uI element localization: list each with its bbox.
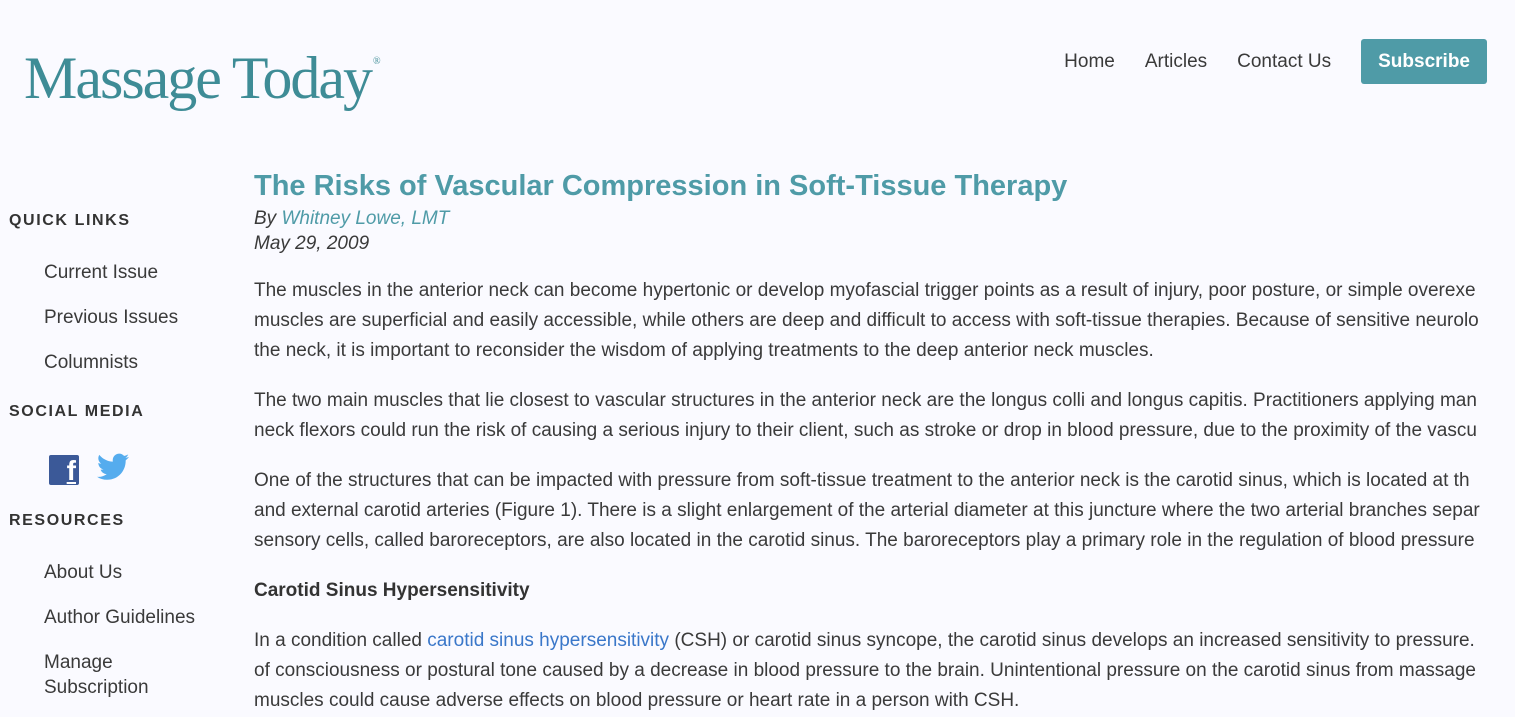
nav-contact-link[interactable]: Contact Us — [1237, 50, 1332, 72]
sidebar-item-previous-issues[interactable]: Previous Issues — [44, 307, 179, 328]
sidebar-item-manage-subscription[interactable] — [44, 650, 149, 700]
byline-prefix: By — [254, 208, 282, 229]
paragraph-4-intro: In a condition called — [254, 630, 428, 651]
paragraph-1-line-3: the neck, it is important to reconsider the wisdom of applying treatments to the deep anterior neck muscles. — [254, 340, 1154, 361]
paragraph-2 — [254, 386, 1515, 446]
sidebar-item-about-us[interactable]: About Us — [44, 562, 123, 583]
author-link[interactable]: Whitney Lowe, LMT — [281, 208, 450, 229]
paragraph-3-line-1: One of the structures that can be impacted with pressure from soft-tissue treatment to the anterior neck is the carotid sinus, which is located at th — [254, 470, 1470, 491]
paragraph-1-line-2: muscles are superficial and easily accessible, while others are deep and difficult to access with soft-tissue therapies. Because of sensitive neurolo — [254, 310, 1479, 331]
social-icons — [49, 453, 129, 486]
twitter-icon[interactable] — [79, 453, 129, 486]
paragraph-2-line-1: The two main muscles that lie closest to vascular structures in the anterior neck are the longus colli and longus capitis. Practitioners applying man — [254, 390, 1477, 411]
paragraph-3 — [254, 466, 1515, 556]
top-nav — [1034, 39, 1487, 84]
csh-link[interactable]: carotid sinus hypersensitivity — [427, 630, 670, 651]
section-heading: Carotid Sinus Hypersensitivity — [254, 580, 530, 601]
nav-home-link[interactable]: Home — [1064, 50, 1115, 72]
article-title: The Risks of Vascular Compression in Soft-Tissue Therapy — [254, 170, 1068, 202]
publish-date: May 29, 2009 — [254, 233, 370, 254]
sidebar-item-current-issue[interactable]: Current Issue — [44, 262, 159, 283]
paragraph-2-line-2: neck flexors could run the risk of causing a serious injury to their client, such as stroke or drop in blood pressure, due to the proximity of the vascu — [254, 420, 1477, 441]
logo-text: Massage Today — [24, 45, 371, 111]
paragraph-1-line-1: The muscles in the anterior neck can become hypertonic or develop myofascial trigger points as a result of injury, poor posture, or simple overexe — [254, 280, 1476, 301]
logo-registered-mark: ® — [372, 56, 381, 67]
resources-heading: RESOURCES — [9, 512, 125, 529]
paragraph-4-rest: (CSH) or carotid sinus syncope, the carotid sinus develops an increased sensitivity to pressure. — [669, 630, 1475, 651]
article — [254, 168, 1515, 716]
paragraph-4 — [254, 626, 1515, 716]
paragraph-4-line-2: of consciousness or postural tone caused by a decrease in blood pressure to the brain. Unintentional pressure on the carotid sinus from massage — [254, 660, 1476, 681]
social-media-heading: SOCIAL MEDIA — [9, 403, 145, 420]
quick-links-heading: QUICK LINKS — [9, 212, 131, 229]
sidebar-item-author-guidelines[interactable]: Author Guidelines — [44, 607, 196, 628]
manage-line-2: Subscription — [44, 677, 149, 698]
paragraph-4-line-3: muscles could cause adverse effects on blood pressure or heart rate in a person with CSH. — [254, 690, 1020, 711]
paragraph-3-line-2: and external carotid arteries (Figure 1). There is a slight enlargement of the arterial diameter at this juncture where the two arterial branches separ — [254, 500, 1480, 521]
facebook-icon[interactable]: f — [49, 455, 79, 485]
sidebar-item-columnists[interactable]: Columnists — [44, 352, 138, 373]
paragraph-1 — [254, 276, 1515, 366]
manage-line-1: Manage — [44, 652, 113, 673]
byline — [254, 206, 1515, 231]
site-logo[interactable] — [24, 22, 381, 118]
nav-articles-link[interactable]: Articles — [1144, 50, 1208, 72]
paragraph-3-line-3: sensory cells, called baroreceptors, are also located in the carotid sinus. The baroreceptors play a primary role in the regulation of blood pressure — [254, 530, 1475, 551]
subscribe-button[interactable]: Subscribe — [1361, 39, 1487, 84]
